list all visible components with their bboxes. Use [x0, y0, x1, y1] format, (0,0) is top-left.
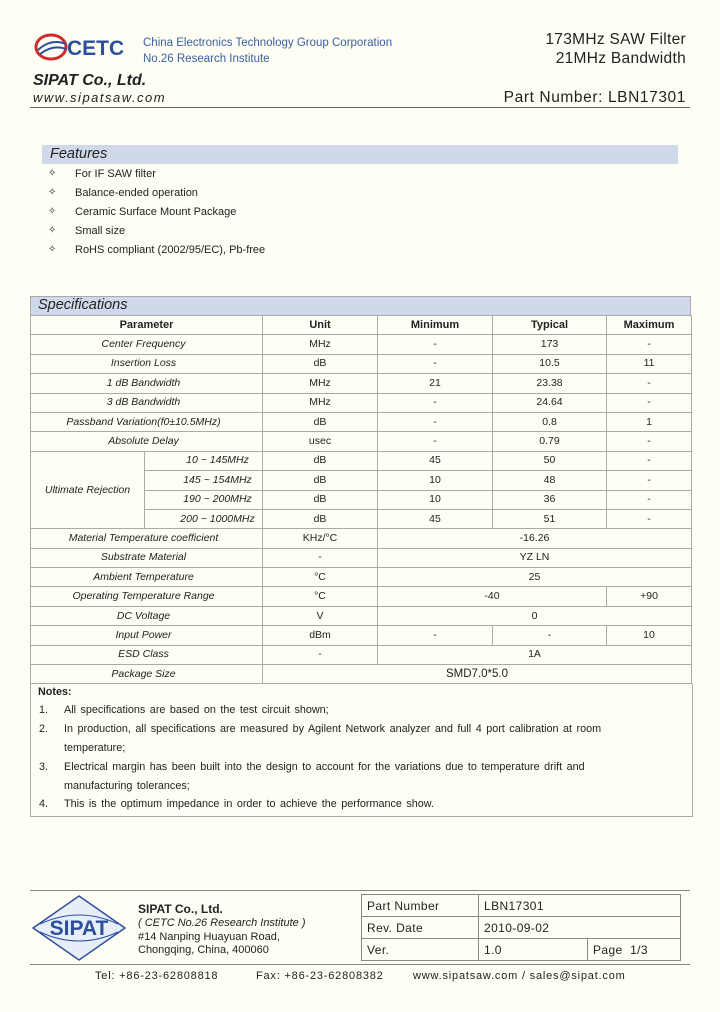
specifications-table [30, 315, 692, 684]
footer-address: ( CETC No.26 Research Institute ) #14 Nanping Huayuan Road, Chongqing, China, 400060 [138, 917, 306, 956]
diamond-bullet-icon: ✧ [48, 206, 57, 217]
table-row: Substrate Material - YZ LN [31, 548, 692, 567]
table-row: Package Size SMD7.0*5.0 [31, 665, 692, 684]
table-row: Ver. 1.0 Page 1/3 [362, 939, 681, 961]
table-row: Ultimate Rejection 10 ~ 145MHz dB 45 50 - [31, 451, 692, 470]
diamond-bullet-icon: ✧ [48, 187, 57, 198]
list-item: ✧ For IF SAW filter [48, 166, 265, 185]
diamond-bullet-icon: ✧ [48, 168, 57, 179]
table-row: Input Power dBm - - 10 [31, 626, 692, 645]
svg-text:SIPAT: SIPAT [49, 917, 109, 940]
header-divider [30, 107, 690, 108]
list-item: ✧ RoHS compliant (2002/95/EC), Pb-free [48, 242, 265, 261]
footer-company-name: SIPAT Co., Ltd. [138, 902, 223, 916]
table-row: Operating Temperature Range °C -40 +90 [31, 587, 692, 606]
table-row: 1 dB Bandwidth MHz 21 23.38 - [31, 374, 692, 393]
svg-text:CETC: CETC [67, 37, 125, 60]
features-heading: Features [42, 145, 678, 164]
table-row: Center Frequency MHz - 173 - [31, 335, 692, 354]
footer-phone: Tel: +86-23-62808818 [95, 970, 219, 982]
sipat-logo [30, 894, 128, 962]
table-row: Material Temperature coefficient KHz/°C -16.26 [31, 529, 692, 548]
table-row: 3 dB Bandwidth MHz - 24.64 - [31, 393, 692, 412]
features-list [48, 166, 265, 261]
list-item: ✧ Small size [48, 223, 265, 242]
table-row: 200 ~ 1000MHz dB 45 51 - [31, 509, 692, 528]
table-row: ESD Class - 1A [31, 645, 692, 664]
document-info-table [361, 894, 681, 961]
specifications-section [30, 296, 691, 684]
table-row: Absolute Delay usec - 0.79 - [31, 432, 692, 451]
diamond-bullet-icon: ✧ [48, 244, 57, 255]
company-website[interactable]: www.sipatsaw.com [33, 90, 167, 105]
list-item: ✧ Balance-ended operation [48, 185, 265, 204]
organization-name: China Electronics Technology Group Corporation No.26 Research Institute [143, 37, 393, 65]
table-row: Insertion Loss dB - 10.5 11 [31, 354, 692, 373]
cetc-logo [34, 30, 134, 64]
diamond-bullet-icon: ✧ [48, 225, 57, 236]
footer-divider [30, 890, 690, 891]
footer-contact-divider [30, 964, 690, 965]
list-item: ✧ Ceramic Surface Mount Package [48, 204, 265, 223]
table-row: 145 ~ 154MHz dB 10 48 - [31, 471, 692, 490]
table-row: Passband Variation(f0±10.5MHz) dB - 0.8 1 [31, 412, 692, 431]
table-row: Rev. Date 2010-09-02 [362, 917, 681, 939]
table-row: 190 ~ 200MHz dB 10 36 - [31, 490, 692, 509]
table-header-row: Parameter Unit Minimum Typical Maximum [31, 316, 692, 335]
table-row: Ambient Temperature °C 25 [31, 568, 692, 587]
footer-web-email[interactable]: www.sipatsaw.com / sales@sipat.com [413, 970, 626, 982]
specifications-heading: Specifications [30, 296, 691, 315]
notes-section: Notes: 1. All specifications are based on the test circuit shown; 2. In production, all specifications are measured by Agilent Network analyzer and full 4 port calibration at room temperature; 3. Electrical margin has been built into the design to account for the variations due to temperature drift and manufacturing tolerances; 4. This is the optimum impedance in order to achieve the performance show. [30, 684, 693, 817]
product-title: 173MHz SAW Filter 21MHz Bandwidth [545, 31, 686, 67]
part-number: Part Number: LBN17301 [503, 89, 686, 106]
footer-fax: Fax: +86-23-62808382 [256, 970, 384, 982]
table-row: DC Voltage V 0 [31, 606, 692, 625]
table-row: Part Number LBN17301 [362, 895, 681, 917]
company-name: SIPAT Co., Ltd. [33, 72, 147, 89]
